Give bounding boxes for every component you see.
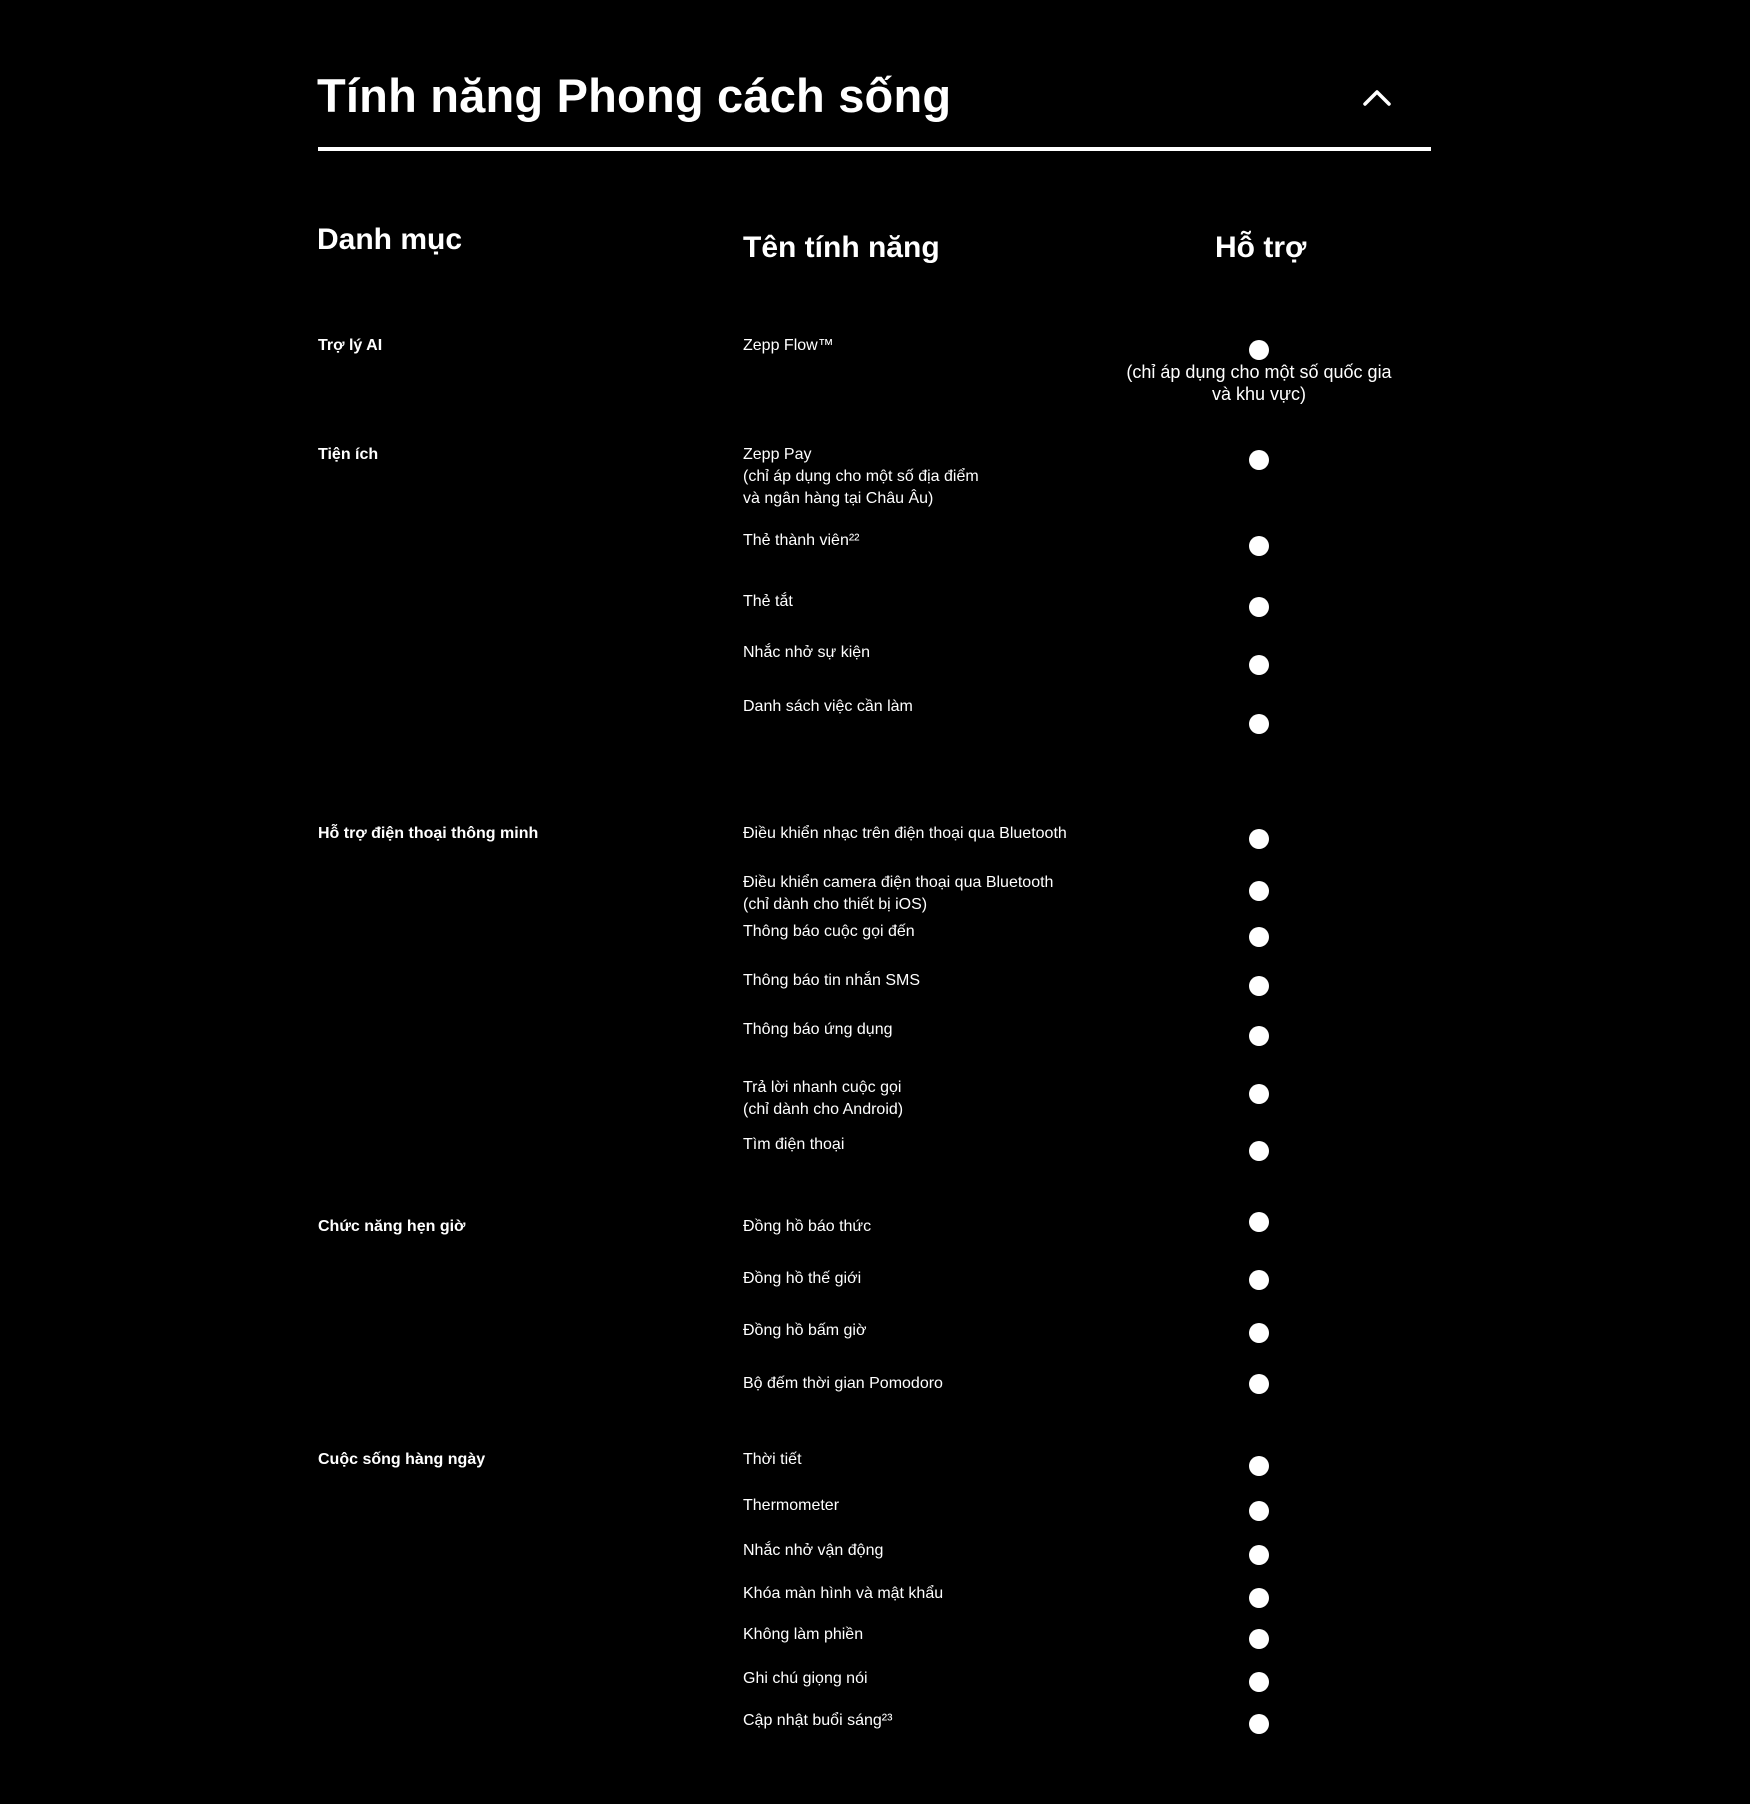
feature-label: Nhắc nhở vận động: [743, 1542, 884, 1559]
supported-dot-icon: [1249, 450, 1269, 470]
supported-dot-icon: [1249, 881, 1269, 901]
supported-dot-icon: [1249, 1672, 1269, 1692]
feature-label: Zepp Flow™: [743, 337, 834, 354]
feature-label: Điều khiển camera điện thoại qua Bluetooth (chỉ dành cho thiết bị iOS): [743, 874, 1054, 913]
feature-label: Đồng hồ báo thức: [743, 1218, 872, 1235]
feature-label: Ghi chú giọng nói: [743, 1670, 868, 1687]
feature-label: Thẻ tắt: [743, 593, 793, 610]
category-label: Hỗ trợ điện thoại thông minh: [318, 825, 539, 842]
category-label: Trợ lý AI: [318, 337, 383, 354]
supported-dot-icon: [1249, 1141, 1269, 1161]
supported-dot-icon: [1249, 1588, 1269, 1608]
feature-label: Nhắc nhở sự kiện: [743, 644, 871, 661]
feature-label: Thẻ thành viên²²: [743, 532, 860, 549]
supported-dot-icon: [1249, 1501, 1269, 1521]
feature-label: Thermometer: [743, 1497, 840, 1514]
feature-label: Danh sách việc cần làm: [743, 698, 913, 715]
supported-dot-icon: [1249, 927, 1269, 947]
feature-label: Đồng hồ bấm giờ: [743, 1322, 867, 1339]
supported-dot-icon: [1249, 714, 1269, 734]
feature-label: Trả lời nhanh cuộc gọi (chỉ dành cho Android): [743, 1079, 904, 1118]
supported-dot-icon: [1249, 655, 1269, 675]
column-header-feature: Tên tính năng: [743, 231, 940, 264]
feature-label: Thông báo cuộc gọi đến: [743, 923, 915, 940]
supported-dot-icon: [1249, 536, 1269, 556]
supported-dot-icon: [1249, 1456, 1269, 1476]
supported-dot-icon: [1249, 1212, 1269, 1232]
feature-label: Không làm phiền: [743, 1626, 864, 1643]
feature-label: Thông báo tin nhắn SMS: [743, 972, 921, 989]
supported-dot-icon: [1249, 1714, 1269, 1734]
category-label: Cuộc sống hàng ngày: [318, 1451, 486, 1468]
section-header: [317, 62, 1431, 152]
supported-dot-icon: [1249, 976, 1269, 996]
feature-label: Đồng hồ thế giới: [743, 1270, 862, 1287]
supported-dot-icon: [1249, 1323, 1269, 1343]
feature-label: Zepp Pay (chỉ áp dụng cho một số địa điểm và ngân hàng tại Châu Âu): [743, 446, 979, 507]
supported-dot-icon: [1249, 597, 1269, 617]
supported-dot-icon: [1249, 1084, 1269, 1104]
support-note: (chỉ áp dụng cho một số quốc gia và khu vực): [1126, 362, 1392, 404]
supported-dot-icon: [1249, 829, 1269, 849]
supported-dot-icon: [1249, 1270, 1269, 1290]
feature-label: Tìm điện thoại: [743, 1136, 845, 1153]
column-header-category: Danh mục: [317, 223, 463, 256]
collapse-button[interactable]: [1357, 82, 1397, 112]
feature-label: Bộ đếm thời gian Pomodoro: [743, 1375, 943, 1392]
feature-label: Thời tiết: [743, 1451, 802, 1468]
section-title: Tính năng Phong cách sống: [317, 69, 952, 122]
category-label: Chức năng hẹn giờ: [318, 1218, 466, 1235]
supported-dot-icon: [1249, 1374, 1269, 1394]
supported-dot-icon: [1249, 1629, 1269, 1649]
chevron-up-icon: [1357, 82, 1397, 112]
supported-dot-icon: [1249, 1026, 1269, 1046]
feature-label: Thông báo ứng dụng: [743, 1021, 893, 1038]
feature-label: Khóa màn hình và mật khẩu: [743, 1585, 944, 1602]
feature-label: Cập nhật buổi sáng²³: [743, 1712, 893, 1729]
category-label: Tiện ích: [318, 446, 379, 463]
header-divider: [318, 147, 1431, 151]
supported-dot-icon: [1249, 340, 1269, 360]
supported-dot-icon: [1249, 1545, 1269, 1565]
feature-label: Điều khiển nhạc trên điện thoại qua Bluetooth: [743, 825, 1067, 842]
column-header-support: Hỗ trợ: [1215, 231, 1307, 264]
